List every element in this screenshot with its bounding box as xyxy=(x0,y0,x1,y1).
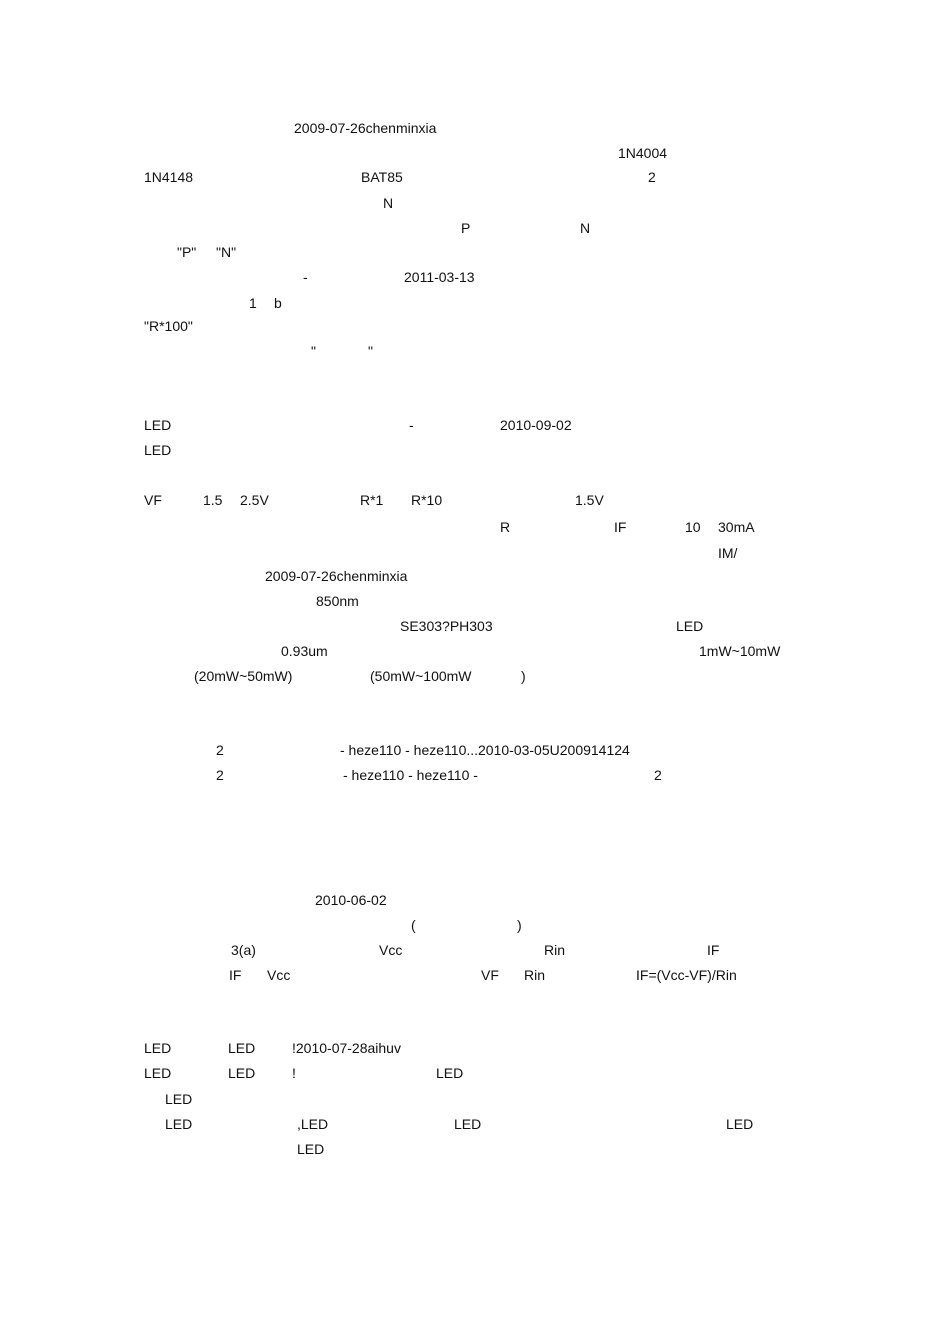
vf-text: VF xyxy=(481,967,499,983)
source-text: - heze110 - heze110...2010-03-05U200914124 xyxy=(340,742,630,758)
quoted-text: "R*100" xyxy=(144,318,193,334)
exclamation-text: ! xyxy=(292,1065,296,1081)
voltage-text: 1.5V xyxy=(575,492,604,508)
vf-text: VF xyxy=(144,492,162,508)
number-text: 2 xyxy=(654,767,662,783)
led-text: LED xyxy=(297,1141,325,1157)
power-text: 1mW~10mW xyxy=(699,643,781,659)
formula-text: IF=(Vcc-VF)/Rin xyxy=(636,967,737,983)
voltage-text: 2.5V xyxy=(240,492,269,508)
quoted-text: "N" xyxy=(216,244,237,260)
if-text: IF xyxy=(614,519,627,535)
led-text: ,LED xyxy=(297,1116,329,1132)
dash-text: - xyxy=(303,269,308,285)
paren-text: ) xyxy=(521,668,526,684)
number-text: 1 xyxy=(249,295,257,311)
date-text: 2010-06-02 xyxy=(315,892,387,908)
power-text: (50mW~100mW xyxy=(370,668,472,684)
date-text: 2011-03-13 xyxy=(404,269,475,285)
im-text: IM/ xyxy=(718,545,738,561)
letter-text: N xyxy=(383,195,394,211)
part-number-text: 1N4148 xyxy=(144,169,194,185)
wavelength-text: 0.93um xyxy=(281,643,328,659)
quote-mark-text: " xyxy=(368,343,373,359)
date-author-text: !2010-07-28aihuv xyxy=(292,1040,401,1056)
letter-text: R xyxy=(500,519,511,535)
led-text: LED xyxy=(676,618,704,634)
led-text: LED xyxy=(144,1040,172,1056)
quoted-text: "P" xyxy=(177,244,197,260)
part-number-text: BAT85 xyxy=(361,169,403,185)
number-text: 2 xyxy=(216,767,224,783)
letter-text: P xyxy=(461,220,471,236)
range-text: R*10 xyxy=(411,492,443,508)
range-text: R*1 xyxy=(360,492,384,508)
paren-text: ( xyxy=(411,917,416,933)
if-text: IF xyxy=(229,967,242,983)
current-text: 30mA xyxy=(718,519,755,535)
led-text: LED xyxy=(144,417,172,433)
led-text: LED xyxy=(165,1116,193,1132)
led-text: LED xyxy=(144,442,172,458)
letter-text: b xyxy=(274,295,282,311)
part-number-text: 1N4004 xyxy=(618,145,668,161)
number-text: 10 xyxy=(685,519,701,535)
vcc-text: Vcc xyxy=(267,967,291,983)
if-text: IF xyxy=(707,942,720,958)
led-text: LED xyxy=(436,1065,464,1081)
dash-text: - xyxy=(409,417,414,433)
vcc-text: Vcc xyxy=(379,942,403,958)
rin-text: Rin xyxy=(524,967,546,983)
led-text: LED xyxy=(726,1116,754,1132)
paren-text: ) xyxy=(517,917,522,933)
number-text: 1.5 xyxy=(203,492,223,508)
quote-mark-text: " xyxy=(311,343,316,359)
date-text: 2010-09-02 xyxy=(500,417,572,433)
rin-text: Rin xyxy=(544,942,566,958)
power-text: (20mW~50mW) xyxy=(194,668,293,684)
letter-text: N xyxy=(580,220,591,236)
figure-ref-text: 3(a) xyxy=(231,942,256,958)
date-author-text: 2009-07-26chenminxia xyxy=(265,568,408,584)
led-text: LED xyxy=(454,1116,482,1132)
date-author-text: 2009-07-26chenminxia xyxy=(294,120,437,136)
number-text: 2 xyxy=(648,169,656,185)
part-number-text: SE303?PH303 xyxy=(400,618,493,634)
number-text: 2 xyxy=(216,742,224,758)
led-text: LED xyxy=(144,1065,172,1081)
source-text: - heze110 - heze110 - xyxy=(343,767,478,783)
wavelength-text: 850nm xyxy=(316,593,359,609)
led-text: LED xyxy=(228,1040,256,1056)
led-text: LED xyxy=(165,1091,193,1107)
led-text: LED xyxy=(228,1065,256,1081)
